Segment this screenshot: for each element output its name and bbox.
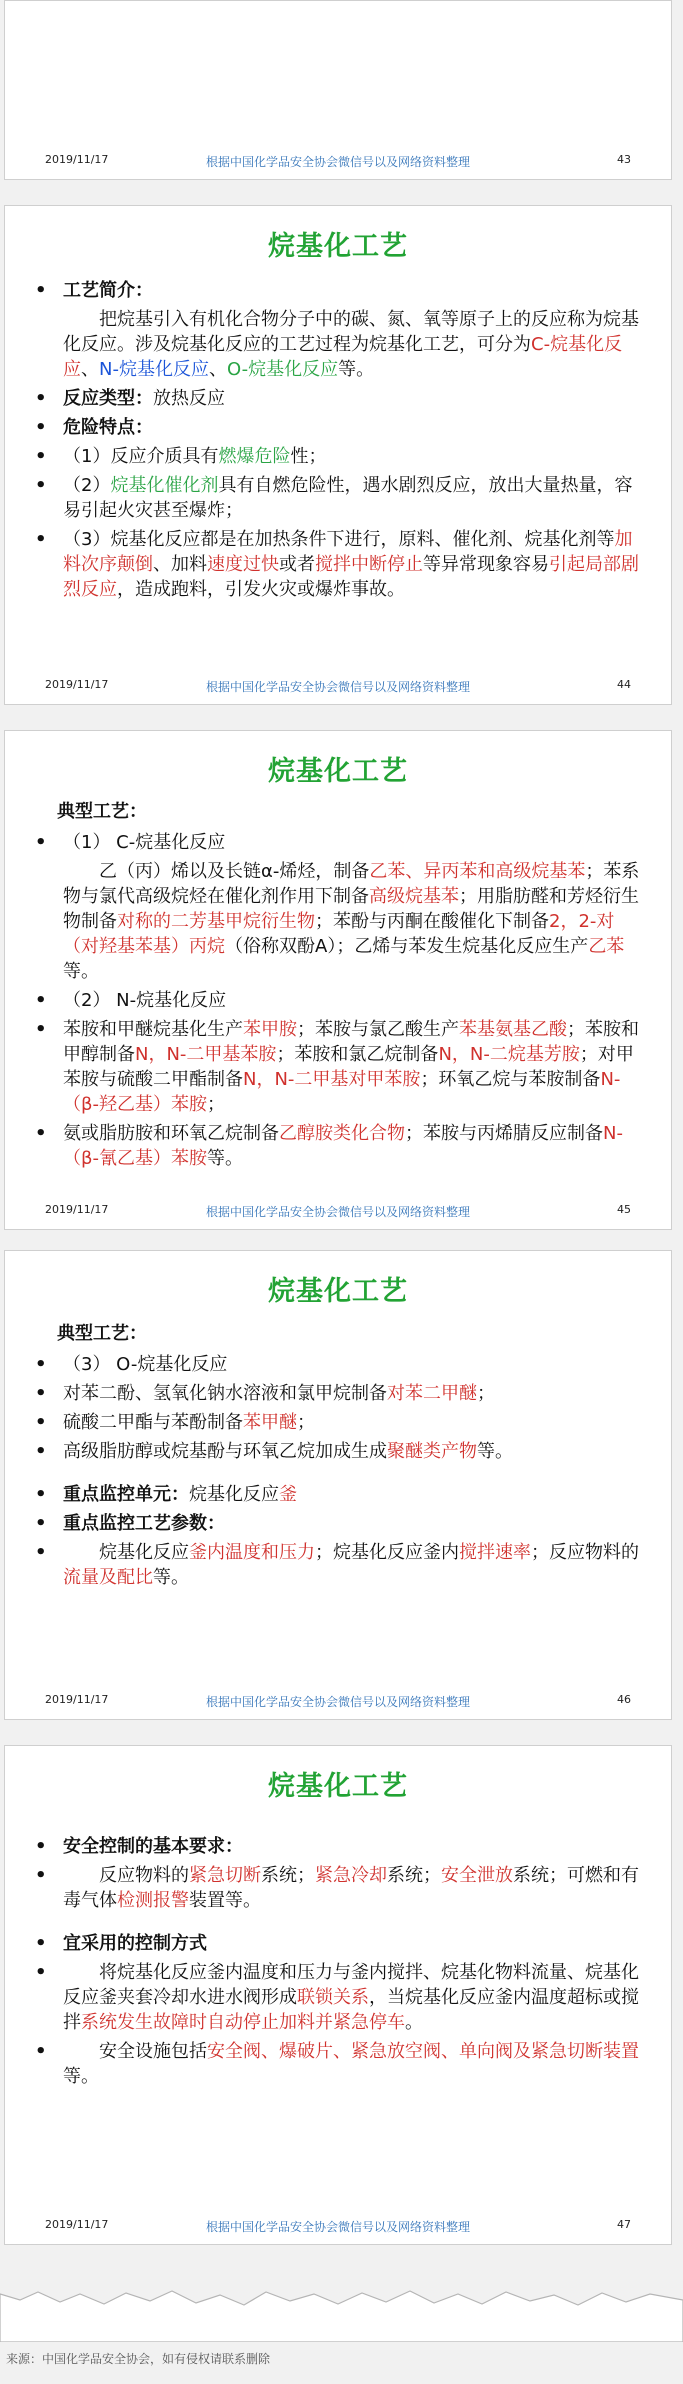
text-span: 乙（丙）烯以及长链α-烯烃，制备	[99, 861, 370, 882]
text-span: 等。	[63, 961, 99, 982]
list-item	[35, 278, 649, 303]
text-span: 系统；	[261, 1865, 315, 1886]
text-span: 等。	[206, 1148, 243, 1169]
text-span: 性；	[290, 446, 327, 467]
highlight-text: N，N-二甲基苯胺	[135, 1044, 277, 1065]
bullet-icon: •	[35, 280, 47, 301]
list-item	[35, 527, 649, 602]
highlight-text: 安全阀、爆破片、紧急放空阀、单向阀及紧急切断装置	[207, 2041, 639, 2062]
slide-footer	[45, 678, 631, 694]
text-span: 系统；	[387, 1865, 441, 1886]
list-item	[35, 1439, 649, 1464]
highlight-text: 2，2-对（对羟基苯基）丙烷	[63, 911, 615, 957]
bullet-icon: •	[35, 1513, 47, 1534]
footer-date: 2019/11/17	[45, 1203, 109, 1216]
bullet-icon: •	[35, 990, 47, 1011]
text-span: 等。	[477, 1441, 513, 1462]
section-heading: （3） O-烷基化反应	[63, 1354, 228, 1375]
footer-date: 2019/11/17	[45, 1693, 109, 1706]
bullet-icon: •	[35, 475, 47, 496]
list-item	[35, 1960, 649, 2035]
text-span: 氨或脂肪胺和环氧乙烷制备	[63, 1123, 279, 1144]
highlight-text: 速度过快	[207, 554, 279, 575]
text-span: 系统；可燃和有毒气体	[63, 1865, 639, 1911]
list-item	[35, 473, 649, 523]
text-span: （俗称双酚A）；乙烯与苯发生烷基化反应生产	[225, 936, 589, 957]
highlight-text: 聚醚类产物	[387, 1441, 477, 1462]
highlight-text: 紧急冷却	[315, 1865, 387, 1886]
highlight-text: 釜内温度和压力	[189, 1542, 315, 1563]
footer-date: 2019/11/17	[45, 678, 109, 691]
highlight-text: 苯甲醚	[243, 1412, 297, 1433]
slide-footer	[45, 153, 631, 169]
highlight-text: 流量及配比	[63, 1567, 153, 1588]
text-span: ，造成跑料，引发火灾或爆炸事故。	[117, 579, 405, 600]
list-item	[35, 1482, 649, 1507]
list-item	[35, 444, 649, 469]
footer-date: 2019/11/17	[45, 153, 109, 166]
list-item	[35, 1410, 649, 1435]
text-span: 或者	[279, 554, 315, 575]
bullet-icon: •	[35, 1383, 47, 1404]
footer-credit: 根据中国化学品安全协会微信号以及网络资料整理	[205, 155, 470, 169]
text-span: 等异常现象容易	[423, 554, 549, 575]
text-span: ；	[297, 1412, 315, 1433]
section-heading: 工艺简介：	[63, 280, 153, 301]
section-heading: 重点监控单元：	[63, 1484, 189, 1505]
text-span: 等。	[338, 359, 375, 380]
text-span: ；反应物料的	[531, 1542, 639, 1563]
highlight-text: N-烷基化反应	[99, 359, 209, 380]
bullet-icon: •	[35, 1836, 47, 1857]
slide-47	[4, 1745, 672, 2245]
highlight-text: 烷基化催化剂	[110, 475, 219, 496]
text-span: （3）烷基化反应都是在加热条件下进行，原料、催化剂、烷基化剂等	[63, 529, 615, 550]
bullet-icon: •	[35, 1019, 47, 1040]
section-heading: （1） C-烷基化反应	[63, 832, 226, 853]
slide-title: 烷基化工艺	[268, 231, 408, 262]
list-item	[35, 830, 649, 855]
bullet-icon: •	[35, 1441, 47, 1462]
page-number: 43	[617, 153, 631, 166]
text-span: 硫酸二甲酯与苯酚制备	[63, 1412, 243, 1433]
slide-footer	[45, 2218, 631, 2234]
slide-43	[4, 0, 672, 180]
text-span: ；用脂肪醛和芳烃衍生物制备	[63, 886, 639, 932]
text-span: 等。	[63, 2066, 99, 2087]
highlight-text: 搅拌中断停止	[315, 554, 423, 575]
footer-credit: 根据中国化学品安全协会微信号以及网络资料整理	[205, 680, 470, 694]
page-number: 47	[617, 2218, 631, 2231]
slide-44	[4, 205, 672, 705]
section-heading: （2） N-烷基化反应	[63, 990, 227, 1011]
bullet-icon: •	[35, 388, 47, 409]
highlight-text: N，N-二烷基芳胺	[438, 1044, 580, 1065]
highlight-text: 加料次序颠倒	[63, 529, 633, 575]
slide-body	[35, 799, 649, 1175]
bullet-icon: •	[35, 1412, 47, 1433]
highlight-text: N-（β-羟乙基）苯胺	[63, 1069, 621, 1115]
text-span: ；烷基化反应釜内	[315, 1542, 459, 1563]
slide-title: 烷基化工艺	[268, 1276, 408, 1307]
text-span: ；苯胺与丙烯腈反应制备	[405, 1123, 603, 1144]
bullet-icon: •	[35, 529, 47, 550]
page-number: 45	[617, 1203, 631, 1216]
text-span: ；苯酚与丙酮在酸催化下制备	[315, 911, 549, 932]
highlight-text: 高级烷基苯	[369, 886, 459, 907]
highlight-text: 釜	[279, 1484, 297, 1505]
highlight-text: 安全泄放	[441, 1865, 513, 1886]
bullet-icon: •	[35, 2041, 47, 2062]
c-alkylation-paragraph	[63, 859, 649, 984]
slide-45	[4, 730, 672, 1230]
list-item	[35, 1352, 649, 1377]
section-heading: 重点监控工艺参数：	[63, 1513, 225, 1534]
highlight-text: 搅拌速率	[459, 1542, 531, 1563]
page-number: 46	[617, 1693, 631, 1706]
highlight-text: 引起局部剧烈反应	[63, 554, 639, 600]
highlight-text: C-烷基化反应	[63, 334, 623, 380]
torn-edge-decoration	[0, 2282, 683, 2342]
text-span: 把烷基引入有机化合物分子中的碳、氮、氧等原子上的反应称为烷基化反应。涉及烷基化反应的工艺过程为烷基化工艺，可分为	[63, 309, 639, 355]
text-span: ；	[206, 1094, 225, 1115]
text-span: 反应物料的	[99, 1865, 189, 1886]
bullet-icon: •	[35, 1962, 47, 1983]
text-span: 烷基化反应	[99, 1542, 189, 1563]
highlight-text: 苯甲胺	[243, 1019, 297, 1040]
section-heading: 反应类型：	[63, 388, 153, 409]
footer-credit: 根据中国化学品安全协会微信号以及网络资料整理	[205, 2220, 470, 2234]
highlight-text: 乙苯	[588, 936, 625, 957]
list-item	[35, 2039, 649, 2089]
text-span: ；苯胺和氯乙烷制备	[276, 1044, 439, 1065]
slide-title: 烷基化工艺	[268, 756, 408, 787]
text-span: 。	[405, 2012, 423, 2033]
reaction-type: 放热反应	[153, 388, 225, 409]
section-heading: 危险特点：	[63, 417, 153, 438]
text-span: 、加料	[153, 554, 207, 575]
subheading: 典型工艺：	[57, 801, 147, 822]
highlight-text: 紧急切断	[189, 1865, 261, 1886]
footer-date: 2019/11/17	[45, 2218, 109, 2231]
subheading: 典型工艺：	[57, 1323, 147, 1344]
bullet-icon: •	[35, 446, 47, 467]
slide-title: 烷基化工艺	[268, 1771, 408, 1802]
text-span: 对苯二酚、氢氧化钠水溶液和氯甲烷制备	[63, 1383, 387, 1404]
highlight-text: 联锁关系	[297, 1987, 369, 2008]
list-item	[35, 1017, 649, 1117]
list-item	[35, 415, 649, 440]
text-span: ；对甲苯胺与硫酸二甲酯制备	[63, 1044, 634, 1090]
slide-body	[35, 278, 649, 606]
text-span: 装置等。	[189, 1890, 261, 1911]
bullet-icon: •	[35, 1484, 47, 1505]
bullet-icon: •	[35, 1354, 47, 1375]
text-span: 、	[208, 359, 227, 380]
highlight-text: 检测报警	[117, 1890, 189, 1911]
slide-footer	[45, 1203, 631, 1219]
slide-body	[35, 1834, 649, 2093]
intro-paragraph	[63, 307, 649, 382]
text-span: ；苯系物与氯代高级烷烃在催化剂作用下制备	[63, 861, 640, 907]
page-number: 44	[617, 678, 631, 691]
list-item	[35, 1121, 649, 1171]
highlight-text: 燃爆危险	[218, 446, 291, 467]
highlight-text: N，N-二甲基对甲苯胺	[243, 1069, 421, 1090]
footer-credit: 根据中国化学品安全协会微信号以及网络资料整理	[205, 1695, 470, 1709]
slide-46	[4, 1250, 672, 1720]
bullet-icon: •	[35, 832, 47, 853]
section-heading: 安全控制的基本要求：	[63, 1836, 243, 1857]
list-item	[35, 1931, 649, 1956]
list-item	[35, 1863, 649, 1913]
list-item	[35, 988, 649, 1013]
list-item	[35, 1511, 649, 1536]
text-span: 烷基化反应	[189, 1484, 279, 1505]
highlight-text: 对称的二芳基甲烷衍生物	[117, 911, 315, 932]
text-span: 安全设施包括	[99, 2041, 207, 2062]
text-span: （1）反应介质具有	[63, 446, 219, 467]
bullet-icon: •	[35, 1933, 47, 1954]
text-span: 高级脂肪醇或烷基酚与环氧乙烷加成生成	[63, 1441, 387, 1462]
bullet-icon: •	[35, 417, 47, 438]
text-span: ；	[477, 1383, 495, 1404]
text-span: 将烷基化反应釜内温度和压力与釜内搅拌、烷基化物料流量、烷基化反应釜夹套冷却水进水阀形成	[63, 1962, 639, 2008]
highlight-text: 乙醇胺类化合物	[279, 1123, 405, 1144]
highlight-text: O-烷基化反应	[226, 359, 339, 380]
section-heading: 宜采用的控制方式	[63, 1933, 207, 1954]
bullet-icon: •	[35, 1123, 47, 1144]
text-span: ，当烷基化反应釜内温度超标或搅拌	[63, 1987, 639, 2033]
text-span: ；苯胺和甲醇制备	[63, 1019, 639, 1065]
footer-credit: 根据中国化学品安全协会微信号以及网络资料整理	[205, 1205, 470, 1219]
source-note: 来源：中国化学品安全协会，如有侵权请联系删除	[6, 2352, 271, 2366]
highlight-text: 乙苯、异丙苯和高级烷基苯	[369, 861, 586, 882]
text-span: 苯胺和甲醚烷基化生产	[63, 1019, 243, 1040]
highlight-text: N-（β-氰乙基）苯胺	[63, 1123, 623, 1169]
text-span: （2）	[63, 475, 111, 496]
list-item	[35, 1540, 649, 1590]
text-span: 等。	[153, 1567, 189, 1588]
highlight-text: 苯基氨基乙酸	[459, 1019, 567, 1040]
text-span: ；环氧乙烷与苯胺制备	[420, 1069, 601, 1090]
list-item	[35, 1381, 649, 1406]
list-item	[35, 1834, 649, 1859]
highlight-text: 系统发生故障时自动停止加料并紧急停车	[81, 2012, 405, 2033]
text-span: ；苯胺与氯乙酸生产	[297, 1019, 459, 1040]
text-span: 具有自燃危险性，遇水剧烈反应，放出大量热量，容易引起火灾甚至爆炸；	[63, 475, 633, 521]
bullet-icon: •	[35, 1865, 47, 1886]
list-item	[35, 386, 649, 411]
bullet-icon: •	[35, 1542, 47, 1563]
slide-body	[35, 1321, 649, 1594]
highlight-text: 对苯二甲醚	[387, 1383, 477, 1404]
slide-footer	[45, 1693, 631, 1709]
text-span: 、	[81, 359, 99, 380]
